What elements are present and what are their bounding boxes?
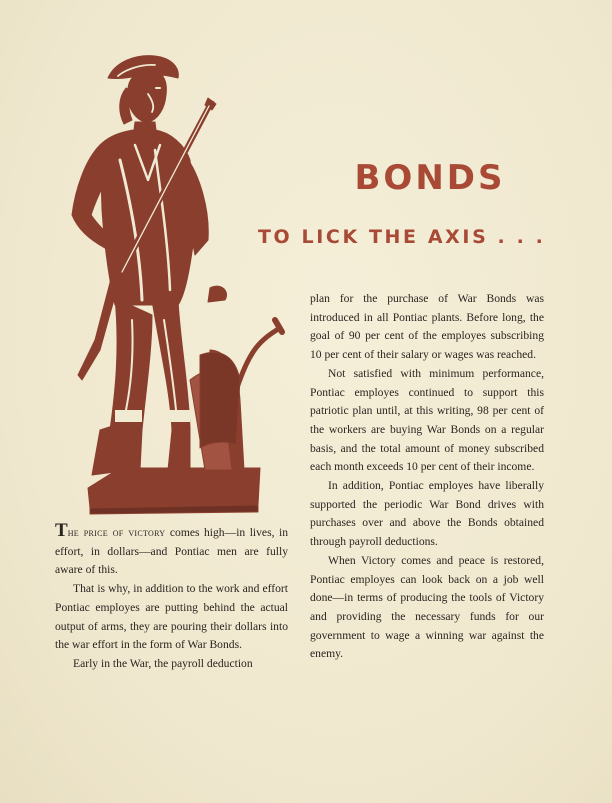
body-paragraph: plan for the purchase of War Bonds was introduced in all Pontiac plants. Before long, the goal of 90 per cent of the employes subscribing 10 per cent of their salary or wages was reached. [310,292,544,362]
body-paragraph: When Victory comes and peace is restored, Pontiac employes can look back on a job well done—in terms of producing the tools of Victory and providing the necessary funds for our government to wage a winning war against the enemy. [310,553,544,661]
body-paragraph: In addition, Pontiac employes have liberally supported the periodic War Bond drives with purchases over and above the Bonds obtained through payroll deductions. [310,479,544,549]
left-text-column [55,520,288,674]
drop-cap: T [55,520,68,541]
intro-paragraph [55,520,288,580]
body-paragraph: Early in the War, the payroll deduction [73,656,253,670]
body-paragraph: That is why, in addition to the work and effort Pontiac employes are putting behind the actual output of arms, they are pouring their dollars into the war effort in the form of War Bonds. [55,582,288,652]
page-title: BONDS [354,158,506,198]
right-text-column [310,290,544,664]
intro-paragraph-text: comes high—in lives, in effort, in dollars—and Pontiac men are fully aware of this. [55,526,288,577]
page-subtitle: TO LICK THE AXIS . . . [258,226,546,248]
body-paragraph: Not satisfied with minimum performance, Pontiac employes continued to support this patriotic plan until, at this writing, 98 per cent of the workers are buying War Bonds on a regular basis, and the total amount of money subscribed each month exceeds 10 per cent of their income. [310,366,544,474]
lead-in-smallcaps: he price of victory [67,526,166,539]
minuteman-statue-icon [60,50,285,515]
